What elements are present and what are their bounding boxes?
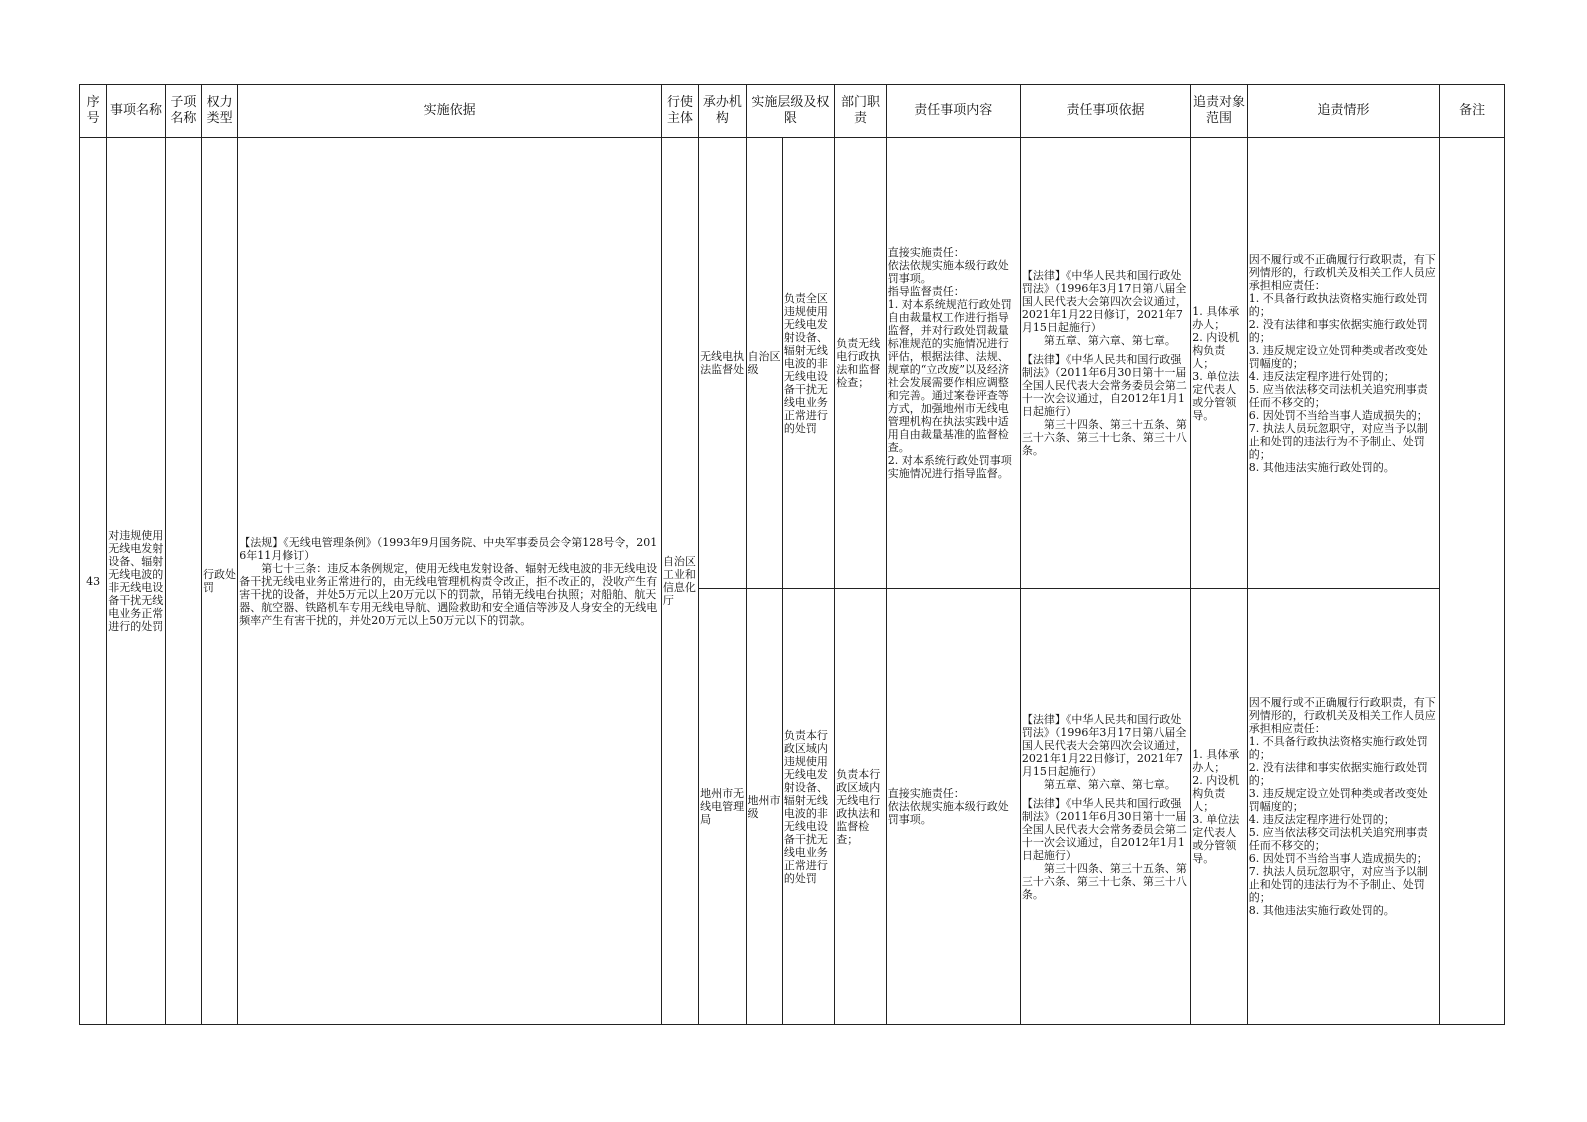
resp-content-line: 2. 对本系统行政处罚事项实施情况进行指导监督。	[887, 454, 1012, 480]
header-subject: 行使主体	[661, 85, 698, 138]
header-resp-basis: 责任事项依据	[1020, 85, 1190, 138]
cell-resp-content	[886, 589, 1020, 1025]
resp-basis-law2: 【法律】《中华人民共和国行政强制法》（2011年6月30日第十一届全国人民代表大会常务委员会第二十一次会议通过，自2012年1月1日起施行）	[1021, 796, 1187, 862]
header-level-scope: 实施层级及权限	[746, 85, 835, 138]
resp-content-line: 直接实施责任：	[887, 246, 965, 259]
resp-basis-law1-articles: 第五章、第六章、第七章。	[1043, 777, 1176, 791]
accountability-line: 8. 其他违法实施行政处罚的。	[1248, 904, 1395, 917]
header-row	[80, 85, 1505, 138]
accountability-line: 8. 其他违法实施行政处罚的。	[1248, 460, 1395, 474]
accountable-line: 2. 内设机构负责人；	[1192, 774, 1240, 813]
resp-content-line: 依法依规实施本级行政处罚事项。	[887, 259, 1009, 285]
resp-content-line: 依法依规实施本级行政处罚事项。	[887, 800, 1009, 826]
accountability-line: 5. 应当依法移交司法机关追究刑事责任而不移交的；	[1248, 382, 1428, 409]
basis-article: 第七十三条：违反本条例规定，使用无线电发射设备、辐射无线电波的非无线电设备干扰无线电业务正常进行的，由无线电管理机构责令改正，拒不改正的，没收产生有害干扰的设备，并处5万元以上20万元以下的罚款，吊销无线电台执照；对船舶、航天器、航空器、铁路机车专用无线电导航、遇险救助和安全通信等涉及人身安全的无线电频率产生有害干扰的，并处20万元以上50万元以下的罚款。	[239, 561, 658, 627]
header-seq: 序号	[80, 85, 107, 138]
accountable-line: 3. 单位法定代表人或分管领导。	[1192, 813, 1240, 865]
cell-resp-basis	[1020, 589, 1190, 1025]
accountability-line: 3. 违反规定设立处罚种类或者改变处罚幅度的；	[1248, 787, 1428, 813]
resp-content-line: 直接实施责任：	[887, 787, 965, 800]
accountability-line: 3. 违反规定设立处罚种类或者改变处罚幅度的；	[1248, 343, 1428, 370]
accountable-line: 1. 具体承办人；	[1192, 304, 1240, 331]
basis-source: 【法规】《无线电管理条例》（1993年9月国务院、中央军事委员会令第128号令，2016年11月修订）	[239, 535, 658, 562]
cell-duty: 负责本行政区域内无线电行政执法和监督检查；	[835, 589, 886, 1025]
cell-duty: 负责无线电行政执法和监督检查；	[835, 138, 886, 589]
accountability-line: 2. 没有法律和事实依据实施行政处罚的；	[1248, 761, 1428, 787]
accountability-line: 7. 执法人员玩忽职守，对应当予以制止和处罚的违法行为不予制止、处罚的；	[1248, 865, 1428, 904]
header-basis: 实施依据	[238, 85, 662, 138]
accountable-line: 2. 内设机构负责人；	[1192, 330, 1240, 370]
accountability-line: 5. 应当依法移交司法机关追究刑事责任而不移交的；	[1248, 826, 1428, 852]
cell-remark	[1440, 138, 1505, 1025]
header-remark: 备注	[1440, 85, 1505, 138]
accountability-line: 4. 违反法定程序进行处罚的；	[1248, 369, 1395, 383]
resp-basis-law2-articles: 第三十四条、第三十五条、第三十六条、第三十七条、第三十八条。	[1021, 861, 1187, 901]
cell-level: 地州市级	[746, 589, 782, 1025]
cell-agency: 地州市无线电管理局	[699, 589, 746, 1025]
header-sub-item: 子项名称	[165, 85, 201, 138]
cell-resp-basis	[1020, 138, 1190, 589]
cell-scope: 负责全区违规使用无线电发射设备、辐射无线电波的非无线电设备干扰无线电业务正常进行的处罚	[782, 138, 834, 589]
accountability-line: 1. 不具备行政执法资格实施行政处罚的；	[1248, 291, 1428, 318]
accountability-line: 6. 因处罚不当给当事人造成损失的；	[1248, 852, 1428, 865]
cell-accountability	[1247, 589, 1440, 1025]
resp-basis-law2-articles: 第三十四条、第三十五条、第三十六条、第三十七条、第三十八条。	[1021, 418, 1187, 457]
resp-content-line: 指导监督责任：	[887, 285, 965, 298]
header-accountable-scope: 追责对象范围	[1191, 85, 1247, 138]
cell-level: 自治区级	[746, 138, 782, 589]
accountability-line: 4. 违反法定程序进行处罚的；	[1248, 813, 1395, 826]
accountability-line: 因不履行或不正确履行行政职责，有下列情形的，行政机关及相关工作人员应承担相应责任：	[1248, 252, 1436, 292]
cell-resp-content	[886, 138, 1020, 589]
resp-basis-law1-articles: 第五章、第六章、第七章。	[1043, 334, 1176, 347]
header-duty: 部门职责	[835, 85, 886, 138]
accountability-line: 7. 执法人员玩忽职守，对应当予以制止和处罚的违法行为不予制止、处罚的；	[1248, 421, 1428, 461]
accountable-line: 3. 单位法定代表人或分管领导。	[1192, 369, 1240, 422]
cell-sub-item	[165, 138, 201, 1025]
accountability-line: 因不履行或不正确履行行政职责，有下列情形的，行政机关及相关工作人员应承担相应责任：	[1248, 696, 1436, 735]
accountability-line: 1. 不具备行政执法资格实施行政处罚的；	[1248, 735, 1428, 761]
power-list-table	[79, 84, 1505, 1025]
header-agency: 承办机构	[699, 85, 746, 138]
table-row	[80, 138, 1505, 589]
accountability-line: 6. 因处罚不当给当事人造成损失的；	[1248, 408, 1428, 422]
cell-power-type: 行政处罚	[202, 138, 238, 1025]
cell-accountable-scope	[1191, 138, 1247, 589]
cell-accountability	[1247, 138, 1440, 589]
resp-basis-law1: 【法律】《中华人民共和国行政处罚法》（1996年3月17日第八届全国人民代表大会第四次会议通过，2021年1月22日修订，2021年7月15日起施行）	[1021, 269, 1187, 334]
cell-item-name: 对违规使用无线电发射设备、辐射无线电波的非无线电设备干扰无线电业务正常进行的处罚	[107, 138, 165, 1025]
header-item-name: 事项名称	[107, 85, 165, 138]
accountability-line: 2. 没有法律和事实依据实施行政处罚的；	[1248, 317, 1428, 344]
cell-accountable-scope	[1191, 589, 1247, 1025]
resp-basis-law1: 【法律】《中华人民共和国行政处罚法》（1996年3月17日第八届全国人民代表大会第四次会议通过，2021年1月22日修订，2021年7月15日起施行）	[1021, 712, 1187, 778]
cell-agency: 无线电执法监督处	[699, 138, 746, 589]
cell-scope: 负责本行政区域内违规使用无线电发射设备、辐射无线电波的非无线电设备干扰无线电业务正常进行的处罚	[782, 589, 834, 1025]
resp-content-line: 1. 对本系统规范行政处罚自由裁量权工作进行指导监督，并对行政处罚裁量标准规范的实施情况进行评估，根据法律、法规、规章的“立改废”以及经济社会发展需要作相应调整和完善。通过案卷评查等方式，加强地州市无线电管理机构在执法实践中适用自由裁量基准的监督检查。	[887, 298, 1012, 454]
cell-basis	[238, 138, 662, 1025]
resp-basis-law2: 【法律】《中华人民共和国行政强制法》（2011年6月30日第十一届全国人民代表大会常务委员会第二十一次会议通过，自2012年1月1日起施行）	[1021, 353, 1187, 418]
accountable-line: 1. 具体承办人；	[1192, 748, 1240, 774]
header-accountability: 追责情形	[1247, 85, 1440, 138]
cell-seq: 43	[80, 138, 107, 1025]
header-resp-content: 责任事项内容	[886, 85, 1020, 138]
cell-subject: 自治区工业和信息化厅	[661, 138, 698, 1025]
header-power-type: 权力类型	[202, 85, 238, 138]
